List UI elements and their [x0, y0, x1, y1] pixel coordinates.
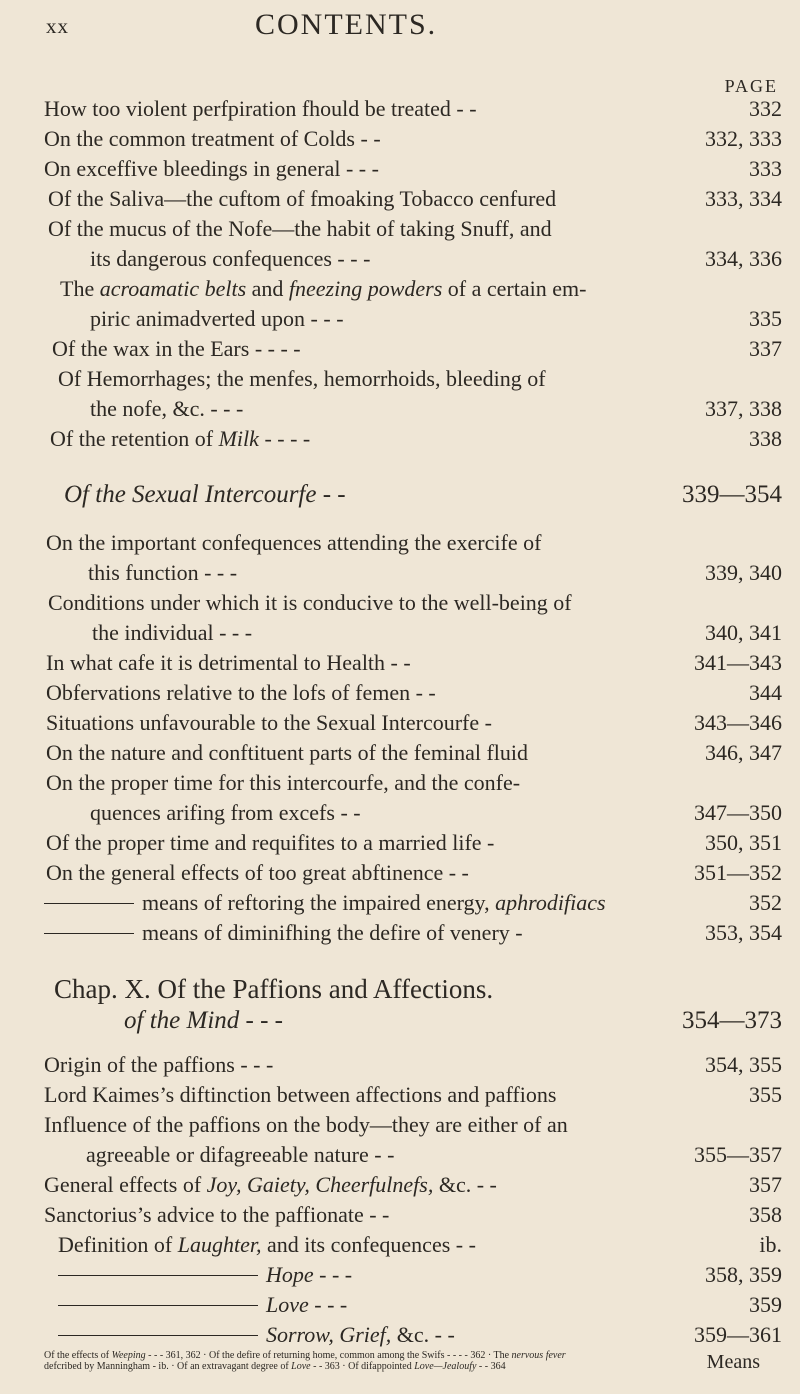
entry-page: 334, 336 [705, 246, 782, 271]
toc-entry [0, 1230, 800, 1260]
entry-text: How too violent perfpiration fhould be treated - - [44, 96, 477, 121]
toc-entry [0, 648, 800, 678]
toc-entry [0, 274, 800, 304]
chapter-heading [0, 974, 800, 1004]
entry-text: the individual - - - [92, 620, 253, 645]
entry-page: 346, 347 [705, 740, 782, 765]
entry-text: In what cafe it is detrimental to Health - - [46, 650, 411, 675]
toc-entry [0, 334, 800, 364]
ditto-rule [58, 1275, 258, 1276]
entry-page: 353, 354 [705, 920, 782, 945]
ditto-rule [44, 903, 134, 904]
page-column-label: PAGE [724, 76, 778, 96]
entry-page: 335 [749, 306, 782, 331]
toc-entry [0, 828, 800, 858]
entry-page: 350, 351 [705, 830, 782, 855]
entry-text: Definition of Laughter, and its confequences - - [58, 1232, 476, 1257]
chapter-subtitle: of the Mind - - - [124, 1007, 283, 1034]
entry-page: 361, 362 [165, 1350, 201, 1361]
toc-entry [0, 798, 800, 828]
entry-text: the nofe, &c. - - - [90, 396, 244, 421]
entry-text: General effects of Joy, Gaiety, Cheerfulnefs, &c. - - [44, 1172, 497, 1197]
toc-entry [0, 304, 800, 334]
entry-page: 341—343 [694, 650, 782, 675]
entry-page: ib. [158, 1361, 169, 1372]
entry-page: 340, 341 [705, 620, 782, 645]
toc-entry [0, 394, 800, 424]
toc-entry [0, 558, 800, 588]
toc-entry [0, 738, 800, 768]
entry-text: agreeable or difagreeable nature - - [86, 1142, 395, 1167]
ditto-rule [58, 1305, 258, 1306]
toc-entry [0, 888, 800, 918]
page-title: CONTENTS. [255, 8, 438, 41]
entry-page: 359—361 [694, 1322, 782, 1347]
entry-page: 333, 334 [705, 186, 782, 211]
toc-entry [0, 1260, 800, 1290]
toc-entry [0, 94, 800, 124]
toc-entry [0, 1050, 800, 1080]
toc-entry [0, 678, 800, 708]
entry-page: 358, 359 [705, 1262, 782, 1287]
entry-text: Of the mucus of the Nofe—the habit of taking Snuff, and [48, 216, 552, 241]
entry-text: Sorrow, Grief, &c. - - [266, 1322, 455, 1347]
entry-text: On the proper time for this intercourfe, and the confe- [46, 770, 521, 795]
toc-entry [0, 1170, 800, 1200]
entry-page: 332, 333 [705, 126, 782, 151]
entry-text: Sanctorius’s advice to the paffionate - - [44, 1202, 390, 1227]
entry-text: Situations unfavourable to the Sexual Intercourfe - [46, 710, 492, 735]
entry-page: 351—352 [694, 860, 782, 885]
entry-page: ib. [759, 1232, 782, 1257]
toc-entry [0, 124, 800, 154]
entry-page: 344 [749, 680, 782, 705]
entry-page: 359 [749, 1292, 782, 1317]
entry-page: 339—354 [682, 481, 782, 508]
toc-entry [0, 154, 800, 184]
toc-entry [0, 588, 800, 618]
entry-page: 352 [749, 890, 782, 915]
ditto-rule [44, 933, 134, 934]
entry-page: 339, 340 [705, 560, 782, 585]
toc-entry [0, 184, 800, 214]
toc-entry [0, 244, 800, 274]
entry-page: 355—357 [694, 1142, 782, 1167]
entry-text: quences arifing from excefs - - [90, 800, 361, 825]
entry-page: 337, 338 [705, 396, 782, 421]
entry-page: 343—346 [694, 710, 782, 735]
entry-page: 364 [490, 1361, 506, 1372]
toc-entry [0, 424, 800, 454]
entry-text: Origin of the paffions - - - [44, 1052, 274, 1077]
entry-text: its dangerous confequences - - - [90, 246, 371, 271]
entry-text: On the general effects of too great abftinence - - [46, 860, 469, 885]
chapter-heading-cont [0, 1006, 800, 1036]
entry-page: 355 [749, 1082, 782, 1107]
toc-entry [0, 1140, 800, 1170]
catchword: Means [706, 1351, 760, 1373]
toc-entry [0, 1110, 800, 1140]
entry-text: means of reftoring the impaired energy, aphrodifiacs [142, 890, 606, 915]
entry-text: Hope - - - [266, 1262, 353, 1287]
entry-text: On exceffive bleedings in general - - - [44, 156, 379, 181]
toc-entry [0, 214, 800, 244]
entry-text: Obfervations relative to the lofs of femen - - [46, 680, 436, 705]
entry-text: Lord Kaimes’s diftinction between affections and paffions [44, 1082, 557, 1107]
toc-entry [0, 1200, 800, 1230]
toc-entry [0, 364, 800, 394]
toc-continuation [0, 1350, 800, 1394]
entry-text: Of the Saliva—the cuftom of fmoaking Tobacco cenfured [48, 186, 557, 211]
entry-text: Of the retention of Milk - - - - [50, 426, 311, 451]
ditto-rule [58, 1335, 258, 1336]
entry-page: 354—373 [682, 1007, 782, 1034]
toc-entry [0, 858, 800, 888]
entry-page: 363 [324, 1361, 340, 1372]
toc-entry [0, 708, 800, 738]
entry-page: 358 [749, 1202, 782, 1227]
toc-entry [0, 1320, 800, 1350]
entry-text: On the important confequences attending the exercife of [46, 530, 542, 555]
toc-entry [0, 768, 800, 798]
entry-text: Of Hemorrhages; the menfes, hemorrhoids, bleeding of [58, 366, 546, 391]
running-head [0, 8, 800, 52]
entry-page: 333 [749, 156, 782, 181]
toc-entry [0, 918, 800, 948]
entry-text: this function - - - [88, 560, 238, 585]
entry-page: 337 [749, 336, 782, 361]
entry-page: 332 [749, 96, 782, 121]
entry-text: Of the wax in the Ears - - - - [52, 336, 301, 361]
toc-entry [0, 528, 800, 558]
entry-text: Conditions under which it is conducive to the well-being of [48, 590, 572, 615]
toc-entry [0, 618, 800, 648]
entry-page: 347—350 [694, 800, 782, 825]
toc-entry [0, 1080, 800, 1110]
toc-entry: Of the effects of Weeping - - - 361, 362 · Of the defire of returning home, common among the Swifs - - - - 362 · The nervous fever defcribed by Manningham - ib. · Of an extravagant degree of Love - - 363 · Of difappointed Love—Jealoufy - - 364 [44, 1350, 566, 1372]
entry-text: On the common treatment of Colds - - [44, 126, 381, 151]
section-heading [0, 480, 800, 510]
entry-text: Love - - - [266, 1292, 348, 1317]
section-title: Of the Sexual Intercourfe - - [64, 481, 346, 508]
entry-text: Of the proper time and requifites to a married life - [46, 830, 495, 855]
entry-page: 338 [749, 426, 782, 451]
toc-entry [0, 1290, 800, 1320]
entry-text: On the nature and conftituent parts of the feminal fluid [46, 740, 529, 765]
entry-text: piric animadverted upon - - - [90, 306, 344, 331]
page-number: xx [46, 14, 69, 38]
entry-text: Influence of the paffions on the body—they are either of an [44, 1112, 568, 1137]
entry-page: 362 [470, 1350, 486, 1361]
entry-text: means of diminifhing the defire of venery - [142, 920, 523, 945]
entry-text: The acroamatic belts and fneezing powders of a certain em- [60, 276, 587, 301]
entry-page: 357 [749, 1172, 782, 1197]
chapter-title: Chap. X. Of the Paffions and Affections. [54, 974, 494, 1004]
entry-page: 354, 355 [705, 1052, 782, 1077]
